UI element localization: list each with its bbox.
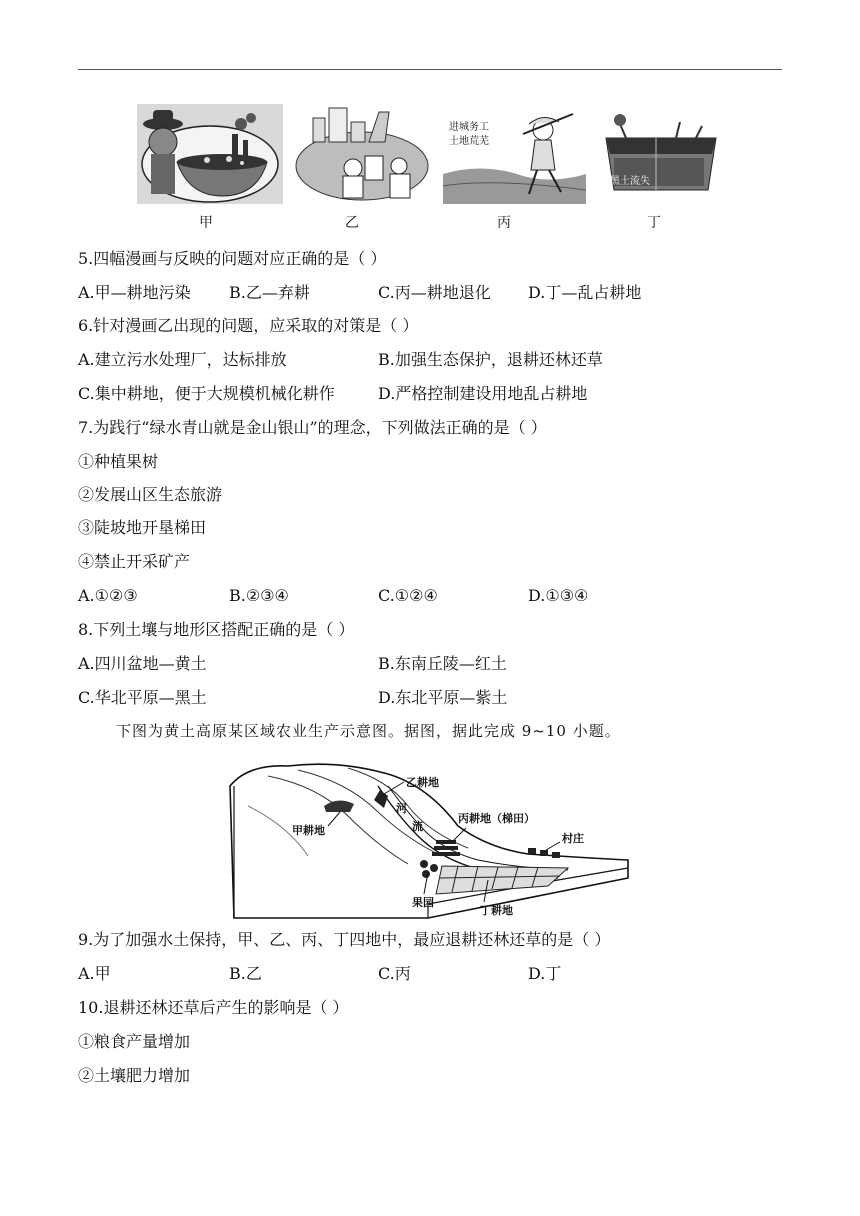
q5-option-d: D.丁—乱占耕地	[528, 283, 642, 302]
q7-item-1: ①种植果树	[78, 452, 159, 471]
question-10-stem: 10.退耕还林还草后产生的影响是（ ）	[78, 998, 349, 1017]
q10-item-1: ①粮食产量增加	[78, 1032, 191, 1051]
cartoon-label-bing: 丙	[497, 215, 511, 231]
label-field-yi: 乙耕地	[406, 776, 439, 789]
farmer-polluted-bowl-icon	[137, 104, 283, 204]
cartoon-bing-text-bottom: 土地荒芜	[449, 136, 489, 147]
q5-option-c: C.丙—耕地退化	[378, 283, 491, 302]
cartoon-bing-text-top: 进城务工	[449, 122, 489, 133]
field-bing-terraces	[432, 840, 460, 856]
soil-erosion-field-icon	[596, 104, 726, 204]
cartoon-label-ding: 丁	[647, 215, 661, 231]
q8-option-d: D.东北平原—紫土	[378, 688, 508, 707]
loess-plateau-diagram	[228, 756, 632, 920]
label-field-bing: 丙耕地（梯田）	[458, 812, 535, 825]
q9-option-d: D.丁	[528, 964, 562, 983]
q5-option-b: B.乙—弃耕	[229, 283, 310, 302]
question-9-stem: 9.为了加强水土保持，甲、乙、丙、丁四地中，最应退耕还林还草的是（ ）	[78, 930, 611, 949]
question-6-stem: 6.针对漫画乙出现的问题，应采取的对策是（ ）	[78, 316, 419, 335]
cartoon-label-jia: 甲	[199, 215, 213, 231]
q8-option-b: B.东南丘陵—红土	[378, 654, 507, 673]
q9-option-c: C.丙	[378, 964, 411, 983]
label-village: 村庄	[562, 832, 584, 845]
migrant-worker-icon	[443, 104, 586, 204]
q6-option-a: A.建立污水处理厂，达标排放	[78, 350, 287, 369]
q7-option-b: B.②③④	[229, 586, 289, 605]
q6-option-c: C.集中耕地，便于大规模机械化耕作	[78, 384, 335, 403]
q8-option-c: C.华北平原—黑土	[78, 688, 207, 707]
q7-item-3: ③陡坡地开垦梯田	[78, 518, 207, 537]
q7-item-4: ④禁止开采矿产	[78, 552, 191, 571]
q9-option-a: A.甲	[78, 964, 111, 983]
label-river-1: 河	[396, 802, 407, 815]
label-orchard: 果园	[412, 896, 434, 909]
q6-option-d: D.严格控制建设用地乱占耕地	[378, 384, 588, 403]
label-field-jia: 甲耕地	[292, 824, 325, 837]
q7-option-c: C.①②④	[378, 586, 438, 605]
label-field-ding: 丁耕地	[480, 904, 513, 917]
section-intro: 下图为黄土高原某区域农业生产示意图。据图，据此完成 9~10 小题。	[116, 722, 621, 740]
label-river-2: 流	[412, 820, 423, 833]
header-rule	[78, 69, 782, 70]
cartoon-label-yi: 乙	[345, 215, 359, 231]
q7-item-2: ②发展山区生态旅游	[78, 485, 223, 504]
q7-option-d: D.①③④	[528, 586, 589, 605]
question-7-stem: 7.为践行“绿水青山就是金山银山”的理念，下列做法正确的是（ ）	[78, 418, 547, 437]
question-8-stem: 8.下列土壤与地形区搭配正确的是（ ）	[78, 620, 355, 639]
construction-land-grab-icon	[293, 104, 431, 204]
q9-option-b: B.乙	[229, 964, 262, 983]
q5-option-a: A.甲—耕地污染	[78, 283, 191, 302]
question-5-stem: 5.四幅漫画与反映的问题对应正确的是（ ）	[78, 249, 387, 268]
q7-option-a: A.①②③	[78, 586, 138, 605]
cartoon-ding-text: 黑土流失	[610, 176, 650, 187]
q6-option-b: B.加强生态保护，退耕还林还草	[378, 350, 603, 369]
q10-item-2: ②土壤肥力增加	[78, 1066, 191, 1085]
q8-option-a: A.四川盆地—黄土	[78, 654, 207, 673]
